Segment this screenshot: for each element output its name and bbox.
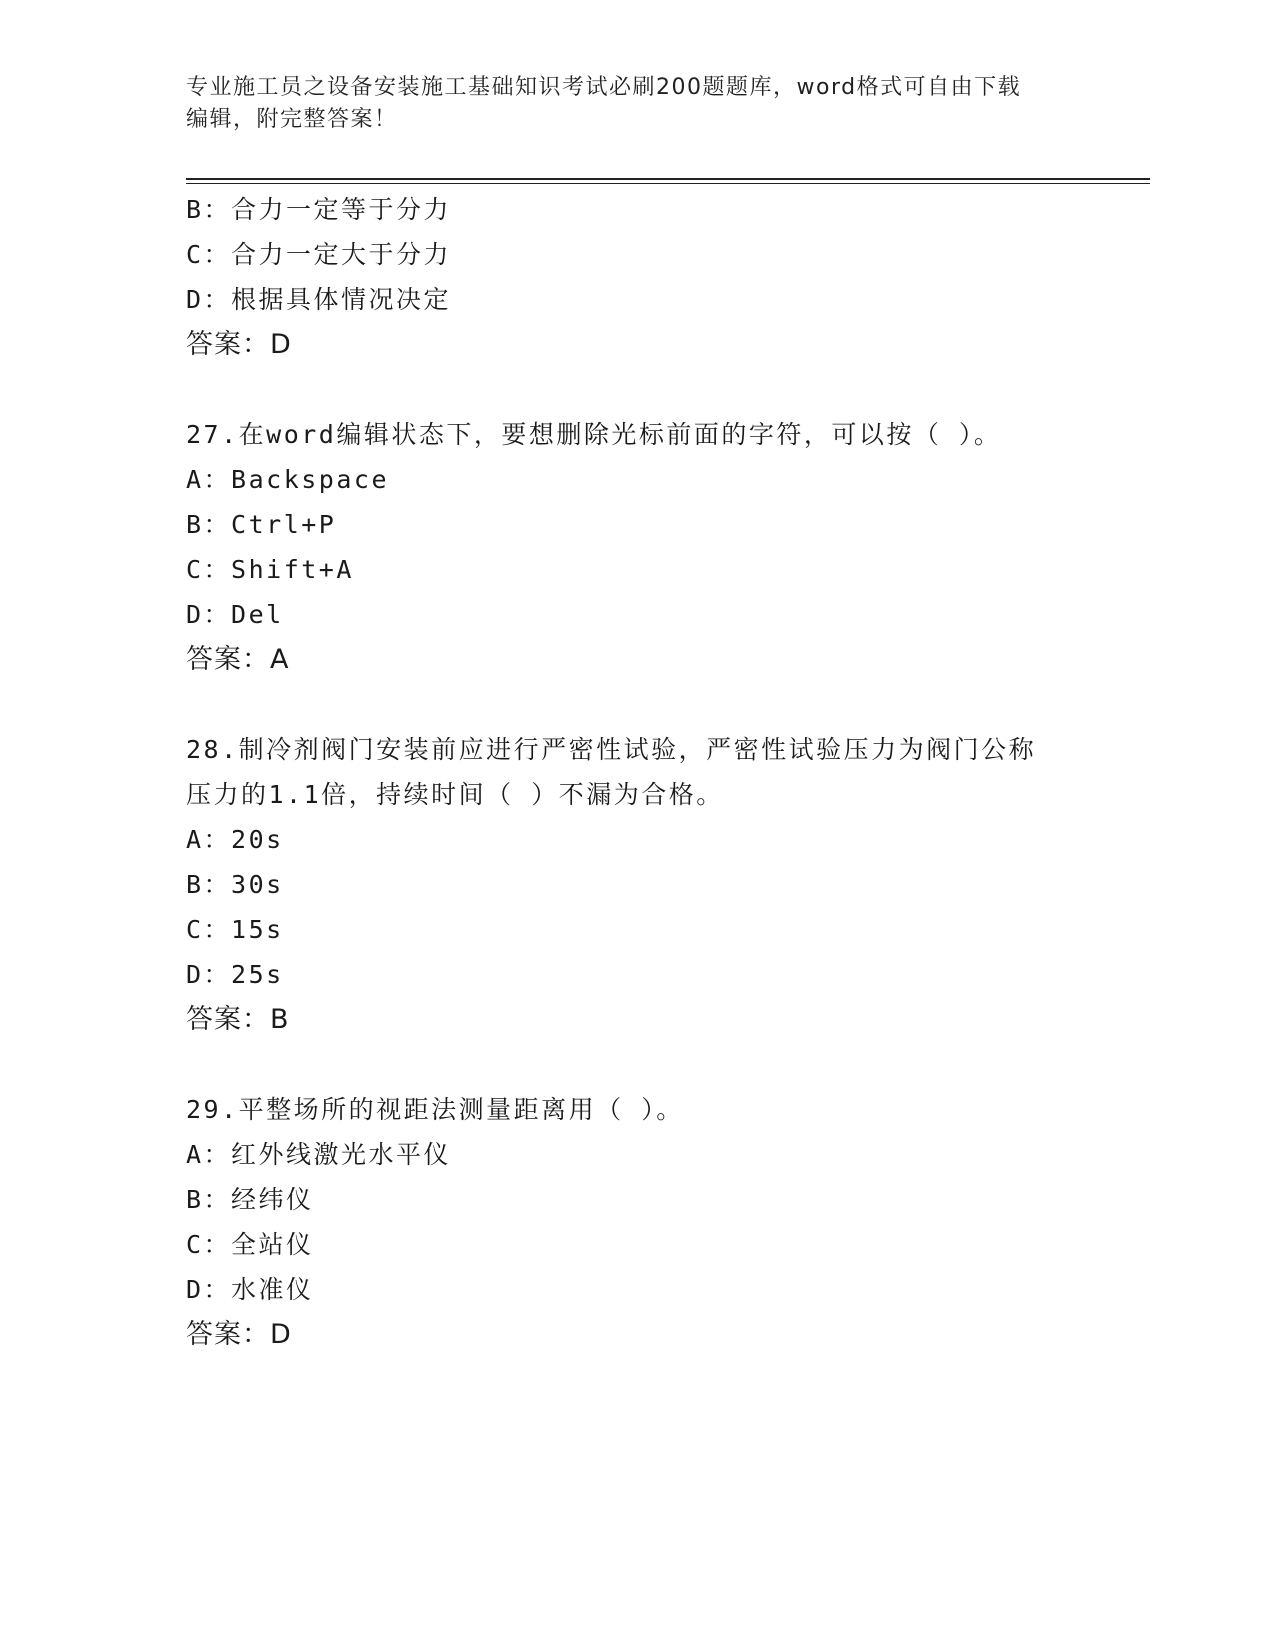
- q28-option-a: A：20s: [186, 825, 284, 854]
- q29-stem: 29.平整场所的视距法测量距离用（ ）。: [186, 1095, 684, 1124]
- q28-stem-line-2: 压力的1.1倍，持续时间（ ）不漏为合格。: [186, 780, 724, 809]
- q28-option-b: B：30s: [186, 870, 284, 899]
- q27-stem: 27.在word编辑状态下，要想删除光标前面的字符，可以按（ ）。: [186, 420, 1002, 449]
- q27-option-c: C：Shift+A: [186, 555, 354, 584]
- q28-answer: 答案：B: [186, 1004, 290, 1035]
- q27-option-d: D：Del: [186, 600, 284, 629]
- q29-option-c: C：全站仪: [186, 1230, 314, 1259]
- header-title-line-1: 专业施工员之设备安装施工基础知识考试必刷200题题库，word格式可自由下载: [186, 75, 1022, 100]
- document-header: [186, 72, 1086, 136]
- header-title-line-2: 编辑，附完整答案！: [186, 107, 398, 132]
- q26-option-d: D：根据具体情况决定: [186, 285, 452, 314]
- q29-option-d: D：水准仪: [186, 1275, 314, 1304]
- q29-option-a: A：红外线激光水平仪: [186, 1140, 452, 1169]
- q26-option-b: B：合力一定等于分力: [186, 195, 452, 224]
- q27-answer: 答案：A: [186, 644, 290, 675]
- q27-option-a: A：Backspace: [186, 465, 390, 494]
- q26-answer: 答案：D: [186, 329, 292, 360]
- header-divider-thick: [186, 178, 1150, 180]
- header-divider-thin: [186, 183, 1150, 184]
- q29-option-b: B：经纬仪: [186, 1185, 314, 1214]
- q28-stem-line-1: 28.制冷剂阀门安装前应进行严密性试验，严密性试验压力为阀门公称: [186, 735, 1037, 764]
- q28-option-c: C：15s: [186, 915, 284, 944]
- q27-option-b: B：Ctrl+P: [186, 510, 337, 539]
- q26-option-c: C：合力一定大于分力: [186, 240, 452, 269]
- q29-answer: 答案：D: [186, 1319, 292, 1350]
- q28-option-d: D：25s: [186, 960, 284, 989]
